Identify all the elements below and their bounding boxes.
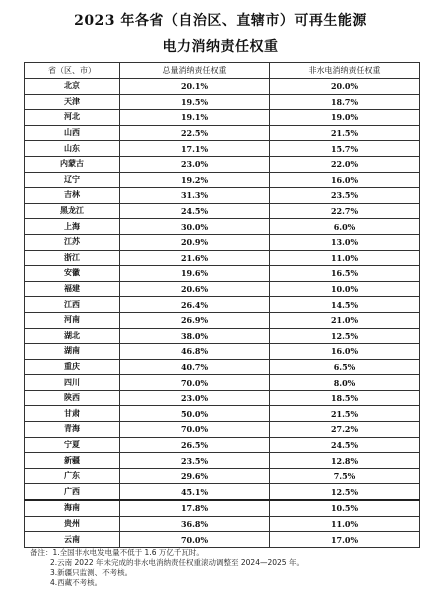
total-weight-cell: 46.8% (120, 344, 270, 360)
nonhydro-weight-cell: 15.7% (270, 141, 420, 157)
total-weight-cell: 19.2% (120, 172, 270, 188)
table-row (25, 281, 420, 297)
province-cell: 河南 (25, 312, 120, 328)
total-weight-cell: 40.7% (120, 359, 270, 375)
total-weight-cell: 20.9% (120, 234, 270, 250)
total-weight-cell: 23.0% (120, 390, 270, 406)
province-cell: 陕西 (25, 390, 120, 406)
total-weight-cell: 20.6% (120, 281, 270, 297)
total-weight-cell: 36.8% (120, 516, 270, 532)
province-cell: 山东 (25, 141, 120, 157)
nonhydro-weight-cell: 8.0% (270, 375, 420, 391)
total-weight-cell: 17.8% (120, 500, 270, 516)
nonhydro-weight-cell: 22.7% (270, 203, 420, 219)
province-cell: 新疆 (25, 453, 120, 469)
table-row (25, 422, 420, 438)
header-nonhydro-weight: 非水电消纳责任权重 (270, 63, 420, 79)
table-row (25, 125, 420, 141)
table-row (25, 297, 420, 313)
nonhydro-weight-cell: 11.0% (270, 516, 420, 532)
nonhydro-weight-cell: 22.0% (270, 156, 420, 172)
table-body (25, 79, 420, 548)
table-row (25, 328, 420, 344)
table-row (25, 532, 420, 548)
total-weight-cell: 19.1% (120, 110, 270, 126)
total-weight-cell: 24.5% (120, 203, 270, 219)
province-cell: 宁夏 (25, 437, 120, 453)
table-row (25, 484, 420, 500)
province-cell: 河北 (25, 110, 120, 126)
nonhydro-weight-cell: 6.0% (270, 219, 420, 235)
note-line: 备注：1.全国非水电发电量不低于 1.6 万亿千瓦时。 (30, 548, 204, 557)
total-weight-cell: 19.5% (120, 94, 270, 110)
province-cell: 浙江 (25, 250, 120, 266)
total-weight-cell: 70.0% (120, 375, 270, 391)
table-row (25, 375, 420, 391)
province-cell: 贵州 (25, 516, 120, 532)
table-row (25, 390, 420, 406)
table-row (25, 219, 420, 235)
total-weight-cell: 70.0% (120, 422, 270, 438)
province-cell: 青海 (25, 422, 120, 438)
table-row (25, 266, 420, 282)
table-row (25, 312, 420, 328)
nonhydro-weight-cell: 19.0% (270, 110, 420, 126)
table-row (25, 406, 420, 422)
province-cell: 天津 (25, 94, 120, 110)
province-cell: 湖北 (25, 328, 120, 344)
province-cell: 辽宁 (25, 172, 120, 188)
responsibility-weight-table (24, 62, 420, 548)
province-cell: 重庆 (25, 359, 120, 375)
province-cell: 江西 (25, 297, 120, 313)
province-cell: 四川 (25, 375, 120, 391)
total-weight-cell: 38.0% (120, 328, 270, 344)
total-weight-cell: 23.5% (120, 453, 270, 469)
header-province: 省（区、市） (25, 63, 120, 79)
table-row (25, 453, 420, 469)
province-cell: 海南 (25, 500, 120, 516)
province-cell: 江苏 (25, 234, 120, 250)
nonhydro-weight-cell: 20.0% (270, 79, 420, 95)
total-weight-cell: 17.1% (120, 141, 270, 157)
nonhydro-weight-cell: 17.0% (270, 532, 420, 548)
table-row (25, 203, 420, 219)
nonhydro-weight-cell: 10.0% (270, 281, 420, 297)
note-line: 4.西藏不考核。 (50, 578, 103, 587)
nonhydro-weight-cell: 18.7% (270, 94, 420, 110)
nonhydro-weight-cell: 6.5% (270, 359, 420, 375)
total-weight-cell: 22.5% (120, 125, 270, 141)
nonhydro-weight-cell: 14.5% (270, 297, 420, 313)
nonhydro-weight-cell: 12.5% (270, 484, 420, 500)
province-cell: 北京 (25, 79, 120, 95)
nonhydro-weight-cell: 16.0% (270, 344, 420, 360)
total-weight-cell: 20.1% (120, 79, 270, 95)
document-title-line1: 2023 年各省（自治区、直辖市）可再生能源 (74, 13, 367, 29)
total-weight-cell: 45.1% (120, 484, 270, 500)
table-row (25, 516, 420, 532)
nonhydro-weight-cell: 23.5% (270, 188, 420, 204)
nonhydro-weight-cell: 21.5% (270, 125, 420, 141)
nonhydro-weight-cell: 16.0% (270, 172, 420, 188)
note-line: 3.新疆只监测、不考核。 (50, 568, 133, 577)
table-row (25, 79, 420, 95)
total-weight-cell: 30.0% (120, 219, 270, 235)
document-title-line2: 电力消纳责任权重 (162, 39, 279, 55)
table-row (25, 234, 420, 250)
table-row (25, 188, 420, 204)
total-weight-cell: 19.6% (120, 266, 270, 282)
table-row (25, 250, 420, 266)
province-cell: 内蒙古 (25, 156, 120, 172)
nonhydro-weight-cell: 27.2% (270, 422, 420, 438)
header-total-weight: 总量消纳责任权重 (120, 63, 270, 79)
province-cell: 湖南 (25, 344, 120, 360)
note-line: 2.云南 2022 年未完成的非水电消纳责任权重滚动调整至 2024—2025 年。 (50, 558, 304, 567)
nonhydro-weight-cell: 10.5% (270, 500, 420, 516)
table-row (25, 344, 420, 360)
table-row (25, 500, 420, 516)
province-cell: 上海 (25, 219, 120, 235)
total-weight-cell: 70.0% (120, 532, 270, 548)
nonhydro-weight-cell: 7.5% (270, 468, 420, 484)
province-cell: 甘肃 (25, 406, 120, 422)
total-weight-cell: 23.0% (120, 156, 270, 172)
nonhydro-weight-cell: 21.5% (270, 406, 420, 422)
total-weight-cell: 26.5% (120, 437, 270, 453)
province-cell: 吉林 (25, 188, 120, 204)
table-header-row (25, 63, 420, 79)
table-row (25, 172, 420, 188)
table-row (25, 359, 420, 375)
notes-block (30, 548, 430, 588)
total-weight-cell: 21.6% (120, 250, 270, 266)
nonhydro-weight-cell: 21.0% (270, 312, 420, 328)
total-weight-cell: 26.9% (120, 312, 270, 328)
province-cell: 黑龙江 (25, 203, 120, 219)
table-row (25, 468, 420, 484)
table-row (25, 141, 420, 157)
province-cell: 安徽 (25, 266, 120, 282)
total-weight-cell: 50.0% (120, 406, 270, 422)
province-cell: 云南 (25, 532, 120, 548)
nonhydro-weight-cell: 11.0% (270, 250, 420, 266)
table-row (25, 110, 420, 126)
nonhydro-weight-cell: 12.8% (270, 453, 420, 469)
total-weight-cell: 26.4% (120, 297, 270, 313)
table-row (25, 94, 420, 110)
nonhydro-weight-cell: 18.5% (270, 390, 420, 406)
province-cell: 广西 (25, 484, 120, 500)
table-row (25, 156, 420, 172)
nonhydro-weight-cell: 12.5% (270, 328, 420, 344)
province-cell: 福建 (25, 281, 120, 297)
nonhydro-weight-cell: 13.0% (270, 234, 420, 250)
total-weight-cell: 31.3% (120, 188, 270, 204)
nonhydro-weight-cell: 16.5% (270, 266, 420, 282)
province-cell: 山西 (25, 125, 120, 141)
nonhydro-weight-cell: 24.5% (270, 437, 420, 453)
table-row (25, 437, 420, 453)
province-cell: 广东 (25, 468, 120, 484)
total-weight-cell: 29.6% (120, 468, 270, 484)
